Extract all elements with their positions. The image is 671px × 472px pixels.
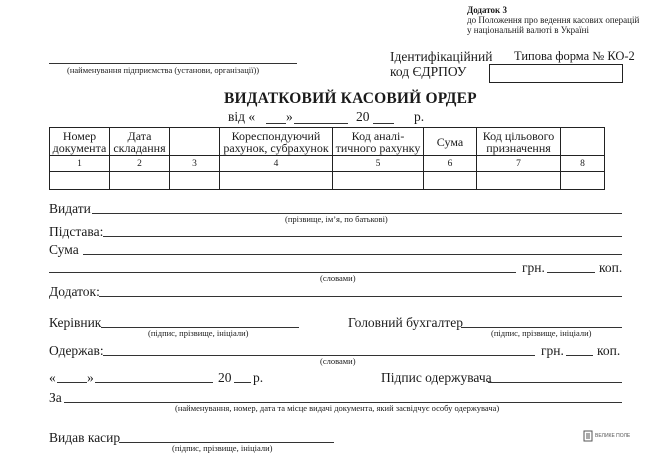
head-label: Керівник (49, 315, 102, 330)
publisher-logo-text: ВЕЛИКЕ ПОЛЕ (595, 433, 631, 439)
issue-caption: (прізвище, ім’я, по батькові) (285, 214, 388, 224)
cell-8[interactable] (561, 172, 605, 190)
cell-amount[interactable] (424, 172, 477, 190)
order-table (49, 127, 605, 190)
appendix-line1: до Положення про ведення касових операцій (467, 15, 640, 25)
table-data-row (50, 172, 605, 190)
cell-purpose-code[interactable] (477, 172, 561, 190)
col-8 (561, 128, 605, 156)
sign-date-open: « (49, 370, 56, 385)
received-label: Одержав: (49, 343, 104, 358)
amount-kop-field[interactable] (547, 272, 595, 273)
received-words-field[interactable] (103, 355, 535, 356)
publisher-logo-icon (583, 430, 593, 442)
col-corr-account: Кореспондуючий рахунок, субрахунок (220, 128, 333, 156)
table-number-row (50, 156, 605, 172)
amount-kop-label: коп. (599, 260, 623, 275)
id-document-caption: (найменування, номер, дата та місце видачі документа, який засвідчує особу одержувача) (175, 403, 500, 413)
sign-date-year-prefix: 20 (218, 370, 232, 385)
date-day-field[interactable] (266, 123, 286, 124)
attachment-field[interactable] (99, 296, 622, 297)
amount-words-field-1[interactable] (83, 254, 622, 255)
chief-accountant-caption: (підпис, прізвище, ініціали) (491, 328, 592, 338)
edrpou-label (390, 49, 492, 79)
sign-date-close: » (87, 370, 94, 385)
col-num-6: 6 (424, 156, 477, 172)
amount-label: Сума (49, 242, 79, 257)
edrpou-code-box[interactable] (489, 64, 623, 83)
org-name-caption: (найменування підприємства (установи, організації)) (67, 65, 260, 75)
col-num-5: 5 (333, 156, 424, 172)
sign-date-month-field[interactable] (95, 382, 213, 383)
basis-label: Підстава: (49, 224, 104, 239)
col-num-8: 8 (561, 156, 605, 172)
head-sign-caption: (підпис, прізвище, ініціали) (148, 328, 249, 338)
col-purpose-code: Код цільового призначення (477, 128, 561, 156)
basis-field[interactable] (103, 236, 622, 237)
col-num-4: 4 (220, 156, 333, 172)
received-kop-label: коп. (597, 343, 621, 358)
by-label: За (49, 390, 62, 405)
cell-doc-number[interactable] (50, 172, 110, 190)
cell-analytic-code[interactable] (333, 172, 424, 190)
table-header-row (50, 128, 605, 156)
chief-accountant-label: Головний бухгалтер (348, 315, 463, 330)
received-uah-label: грн. (541, 343, 564, 358)
cashier-label: Видав касир (49, 430, 121, 445)
col-amount: Сума (424, 128, 477, 156)
date-from-label: від « (228, 109, 256, 124)
date-year-field[interactable] (373, 123, 394, 124)
col-doc-number: Номер документа (50, 128, 110, 156)
appendix-line2: у національній валюті в Україні (467, 25, 589, 35)
issue-label: Видати (49, 201, 91, 216)
col-date: Дата складання (110, 128, 170, 156)
amount-uah-label: грн. (522, 260, 545, 275)
publisher-logo (583, 429, 631, 443)
edrpou-line2: код ЄДРПОУ (390, 64, 467, 79)
cell-3[interactable] (170, 172, 220, 190)
received-words-caption: (словами) (320, 356, 356, 366)
date-suffix: р. (414, 109, 425, 124)
col-3 (170, 128, 220, 156)
date-month-field[interactable] (294, 123, 348, 124)
cell-date[interactable] (110, 172, 170, 190)
amount-words-caption: (словами) (320, 273, 356, 283)
amount-words-field-2[interactable] (49, 272, 516, 273)
date-close-quote: » (286, 109, 293, 124)
document-title: ВИДАТКОВИЙ КАСОВИЙ ОРДЕР (224, 90, 477, 107)
col-num-3: 3 (170, 156, 220, 172)
edrpou-line1: Ідентифікаційний (390, 49, 493, 64)
col-num-7: 7 (477, 156, 561, 172)
cashier-sign-caption: (підпис, прізвище, ініціали) (172, 443, 273, 453)
col-num-1: 1 (50, 156, 110, 172)
form-type: Типова форма № КО-2 (514, 49, 635, 63)
sign-date-year-field[interactable] (234, 382, 251, 383)
received-kop-field[interactable] (566, 355, 593, 356)
recipient-sign-label: Підпис одержувача (381, 370, 492, 385)
col-num-2: 2 (110, 156, 170, 172)
org-name-line[interactable] (49, 63, 297, 64)
sign-date-suffix: р. (253, 370, 264, 385)
sign-date-day-field[interactable] (57, 382, 87, 383)
recipient-sign-field[interactable] (488, 382, 622, 383)
col-analytic-code: Код аналі- тичного рахунку (333, 128, 424, 156)
attachment-label: Додаток: (49, 284, 100, 299)
appendix-title: Додаток 3 (467, 5, 507, 15)
date-year-prefix: 20 (356, 109, 370, 124)
cell-corr-account[interactable] (220, 172, 333, 190)
